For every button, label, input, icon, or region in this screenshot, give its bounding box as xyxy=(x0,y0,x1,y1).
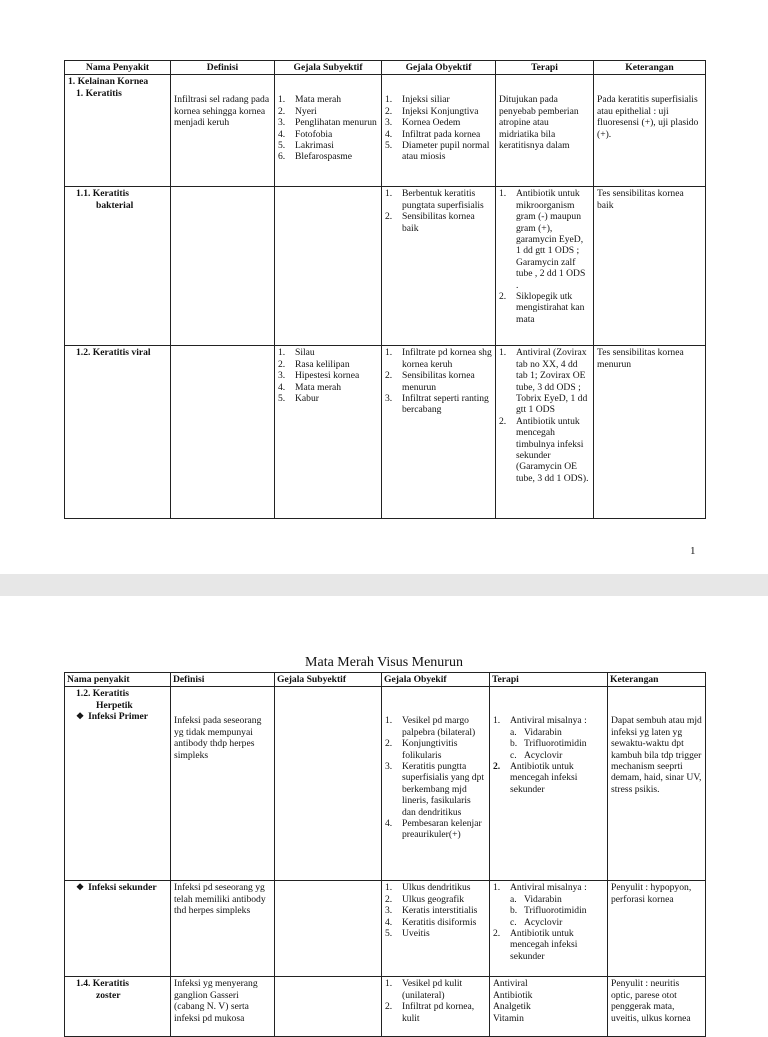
obyektif-cell xyxy=(382,881,490,977)
definisi-cell xyxy=(171,881,275,977)
disease-cell xyxy=(65,75,171,187)
list-item: a. Vidarabin xyxy=(510,893,562,905)
list-item: 3. Keratitis pungtta superfisialis yang dpt berkembang mjd lineris, fasikularis dan dendritikus xyxy=(385,761,485,818)
obyektif-cell xyxy=(382,187,496,346)
disease-label-cont: zoster xyxy=(96,989,121,1001)
header-definisi: Definisi xyxy=(171,673,275,687)
page-separator xyxy=(0,574,768,596)
disease-label-cont: bakterial xyxy=(96,199,134,211)
list-item: 2. Ulkus geografik xyxy=(385,893,465,905)
list-item: 3. Kornea Oedem xyxy=(385,117,461,129)
list-item: 5. Uveitis xyxy=(385,928,430,940)
list-item: 1. Berbentuk keratitis pungtata superfisialis xyxy=(385,188,484,211)
keterangan-cell xyxy=(594,346,706,519)
definisi-cell xyxy=(171,75,275,187)
header-definisi: Definisi xyxy=(171,61,275,75)
list-item: b. Trifluorotimidin xyxy=(510,738,587,750)
keterangan-text: Penyulit : hypopyon, perforasi kornea xyxy=(611,882,692,905)
obyektif-list xyxy=(385,347,492,415)
header-nama-penyakit: Nama penyakit xyxy=(65,673,171,687)
disease-sub-label: Infeksi sekunder xyxy=(88,882,157,894)
keterangan-text: Tes sensibilitas kornea menurun xyxy=(597,347,684,370)
list-item: 2. Nyeri xyxy=(278,105,317,117)
keterangan-text: Tes sensibilitas kornea baik xyxy=(597,188,684,211)
terapi-sublist xyxy=(510,894,604,928)
definisi-cell xyxy=(171,687,275,881)
definisi-text: Infiltrasi sel radang pada kornea sehingga kornea menjadi keruh xyxy=(174,94,270,129)
list-item: 1. Vesikel pd margo palpebra (bilateral) xyxy=(385,715,476,738)
list-item: 2. Infiltrat pd kornea, kulit xyxy=(385,1001,475,1024)
table-row xyxy=(65,187,706,346)
terapi-list xyxy=(493,882,604,962)
table-header-row xyxy=(65,673,706,687)
list-item: 1. Antibiotik untuk mikroorganism gram (-) maupun gram (+), garamycin EyeD, 1 dd gtt 1 ODS ; Garamycin zalf tube , 2 dd 1 ODS . xyxy=(499,188,586,291)
list-item: 6. Blefarospasme xyxy=(278,151,353,163)
list-item: 3. Keratis interstitialis xyxy=(385,905,478,917)
terapi-sublist xyxy=(510,727,604,761)
header-terapi: Terapi xyxy=(496,61,594,75)
list-item: 4. Keratitis disiformis xyxy=(385,916,477,928)
terapi-cell xyxy=(496,346,594,519)
table-row xyxy=(65,881,706,977)
list-item: 2. Rasa kelilipan xyxy=(278,358,350,370)
keterangan-cell xyxy=(594,187,706,346)
terapi-line: Analgetik xyxy=(493,1001,531,1013)
keterangan-cell xyxy=(594,75,706,187)
list-item: 4. Fotofobia xyxy=(278,128,333,140)
list-item: 1. Infiltrate pd kornea shg kornea keruh xyxy=(385,347,492,370)
disease-group-label: 1. Kelainan Kornea xyxy=(68,76,149,88)
terapi-cell xyxy=(496,75,594,187)
terapi-cell xyxy=(490,881,608,977)
table-row xyxy=(65,75,706,187)
list-item: 2. Sensibilitas kornea menurun xyxy=(385,370,475,393)
list-item: c. Acyclovir xyxy=(510,749,563,761)
page-number: 1 xyxy=(690,545,696,557)
disease-label-cont: Herpetik xyxy=(96,699,133,711)
obyektif-list xyxy=(385,882,486,939)
keratitis-table-page1 xyxy=(64,60,706,519)
list-item: 1. Injeksi siliar xyxy=(385,94,450,106)
subyektif-list xyxy=(278,94,378,162)
table-row xyxy=(65,687,706,881)
definisi-text: Infeksi yg menyerang ganglion Gasseri (cabang N. V) serta infeksi pd mukosa xyxy=(174,978,258,1024)
keterangan-text: Pada keratitis superfisialis atau epithelial : uji fluoresensi (+), uji plasido (+). xyxy=(597,94,699,140)
keterangan-cell xyxy=(608,977,706,1037)
list-item: 3. Infiltrat seperti ranting bercabang xyxy=(385,393,489,416)
definisi-cell xyxy=(171,187,275,346)
terapi-line: Vitamin xyxy=(493,1012,524,1024)
list-item: 4. Pembesaran kelenjar preaurikuler(+) xyxy=(385,818,482,841)
keterangan-cell xyxy=(608,687,706,881)
disease-label: 1.2. Keratitis viral xyxy=(76,347,151,359)
terapi-cell xyxy=(490,977,608,1037)
obyektif-list xyxy=(385,188,492,234)
table-row xyxy=(65,346,706,519)
table-row xyxy=(65,977,706,1037)
header-gejala-subyektif: Gejala Subyektif xyxy=(275,673,382,687)
subyektif-cell xyxy=(275,346,382,519)
list-item: 3. Hipestesi kornea xyxy=(278,370,360,382)
list-item: 4. Infiltrat pada kornea xyxy=(385,128,481,140)
diamond-bullet-icon: ❖ xyxy=(76,711,85,722)
list-item: 1. Silau xyxy=(278,347,315,359)
obyektif-cell xyxy=(382,687,490,881)
disease-cell xyxy=(65,881,171,977)
list-item: 5. Diameter pupil normal atau miosis xyxy=(385,140,490,163)
definisi-cell xyxy=(171,977,275,1037)
disease-cell xyxy=(65,346,171,519)
obyektif-cell xyxy=(382,977,490,1037)
header-terapi: Terapi xyxy=(490,673,608,687)
list-item: 2. Injeksi Konjungtiva xyxy=(385,105,479,117)
definisi-cell xyxy=(171,346,275,519)
header-gejala-obyektif: Gejala Obyektif xyxy=(382,61,496,75)
subyektif-cell xyxy=(275,977,382,1037)
list-item: 3. Penglihatan menurun xyxy=(278,117,377,129)
disease-cell xyxy=(65,977,171,1037)
terapi-text: Ditujukan pada penyebab pemberian atropine atau midriatika bila keratitisnya dalam xyxy=(499,94,579,152)
list-item: 2. Sensibilitas kornea baik xyxy=(385,211,475,234)
disease-sub-label: Infeksi Primer xyxy=(88,711,149,723)
obyektif-cell xyxy=(382,75,496,187)
disease-cell xyxy=(65,687,171,881)
page-title: Mata Merah Visus Menurun xyxy=(305,655,463,670)
list-item: 2. Konjungtivitis folikularis xyxy=(385,738,458,761)
list-item: 2. Antibiotik untuk mencegah infeksi sekunder xyxy=(493,761,578,795)
list-item: 4. Mata merah xyxy=(278,381,342,393)
subyektif-cell xyxy=(275,75,382,187)
terapi-list xyxy=(493,715,604,795)
terapi-cell xyxy=(490,687,608,881)
header-gejala-subyektif: Gejala Subyektif xyxy=(275,61,382,75)
subyektif-cell xyxy=(275,187,382,346)
header-keterangan: Keterangan xyxy=(608,673,706,687)
disease-label: 1. Keratitis xyxy=(76,87,122,99)
terapi-list xyxy=(499,188,590,325)
definisi-text: Infeksi pada seseorang yg tidak mempunyai antibody thdp herpes simpleks xyxy=(174,715,262,761)
obyektif-list xyxy=(385,715,486,840)
obyektif-list xyxy=(385,978,486,1024)
list-item: 5. Lakrimasi xyxy=(278,140,334,152)
list-item: 2. Antibiotik untuk mencegah infeksi sekunder xyxy=(493,928,578,962)
keterangan-text: Penyulit : neuritis optic, parese otot penggerak mata, uveitis, ulkus kornea xyxy=(611,978,691,1024)
disease-label: 1.2. Keratitis xyxy=(76,688,130,700)
obyektif-list xyxy=(385,94,492,162)
subyektif-cell xyxy=(275,881,382,977)
list-item: 1. Mata merah xyxy=(278,94,342,106)
header-nama-penyakit: Nama Penyakit xyxy=(65,61,171,75)
obyektif-cell xyxy=(382,346,496,519)
list-item: 1. Ulkus dendritikus xyxy=(385,882,471,894)
terapi-list xyxy=(499,347,590,484)
keterangan-cell xyxy=(608,881,706,977)
list-item: b. Trifluorotimidin xyxy=(510,905,587,917)
header-keterangan: Keterangan xyxy=(594,61,706,75)
disease-label: 1.4. Keratitis xyxy=(76,978,130,990)
table-header-row xyxy=(65,61,706,75)
terapi-line: Antiviral xyxy=(493,978,528,990)
subyektif-cell xyxy=(275,687,382,881)
terapi-line: Antibiotik xyxy=(493,989,533,1001)
list-item: 1. Antiviral (Zovirax tab no XX, 4 dd tab 1; Zovirax OE tube, 3 dd ODS ; Tobrix EyeD, 1 dd gtt 1 ODS xyxy=(499,347,588,416)
list-item: 1. Antiviral misalnya : a. Vidarabin b. Trifluorotimidin c. Acyclovir xyxy=(510,715,604,761)
list-item: c. Acyclovir xyxy=(510,916,563,928)
list-item: 2. Siklopegik utk mengistirahat kan mata xyxy=(499,291,585,325)
list-item: 1. Antiviral misalnya : a. Vidarabin b. Trifluorotimidin c. Acyclovir xyxy=(510,882,604,928)
definisi-text: Infeksi pd seseorang yg telah memiliki antibody thd herpes simpleks xyxy=(174,882,266,917)
terapi-cell xyxy=(496,187,594,346)
diamond-bullet-icon: ❖ xyxy=(76,882,85,893)
disease-cell xyxy=(65,187,171,346)
subyektif-list xyxy=(278,347,378,404)
header-gejala-obyektif: Gejala Obyekif xyxy=(382,673,490,687)
keratitis-table-page2 xyxy=(64,672,706,1037)
list-item: 2. Antibiotik untuk mencegah timbulnya infeksi sekunder (Garamycin OE tube, 3 dd 1 ODS). xyxy=(499,415,589,484)
keterangan-text: Dapat sembuh atau mjd infeksi yg laten yg sewaktu-waktu dpt kambuh bila tdp trigger mechanism seeprti demam, haid, sinar UV, stress psikis. xyxy=(611,715,702,795)
list-item: a. Vidarabin xyxy=(510,726,562,738)
disease-label: 1.1. Keratitis xyxy=(76,188,130,200)
list-item: 5. Kabur xyxy=(278,393,319,405)
list-item: 1. Vesikel pd kulit (unilateral) xyxy=(385,978,463,1001)
